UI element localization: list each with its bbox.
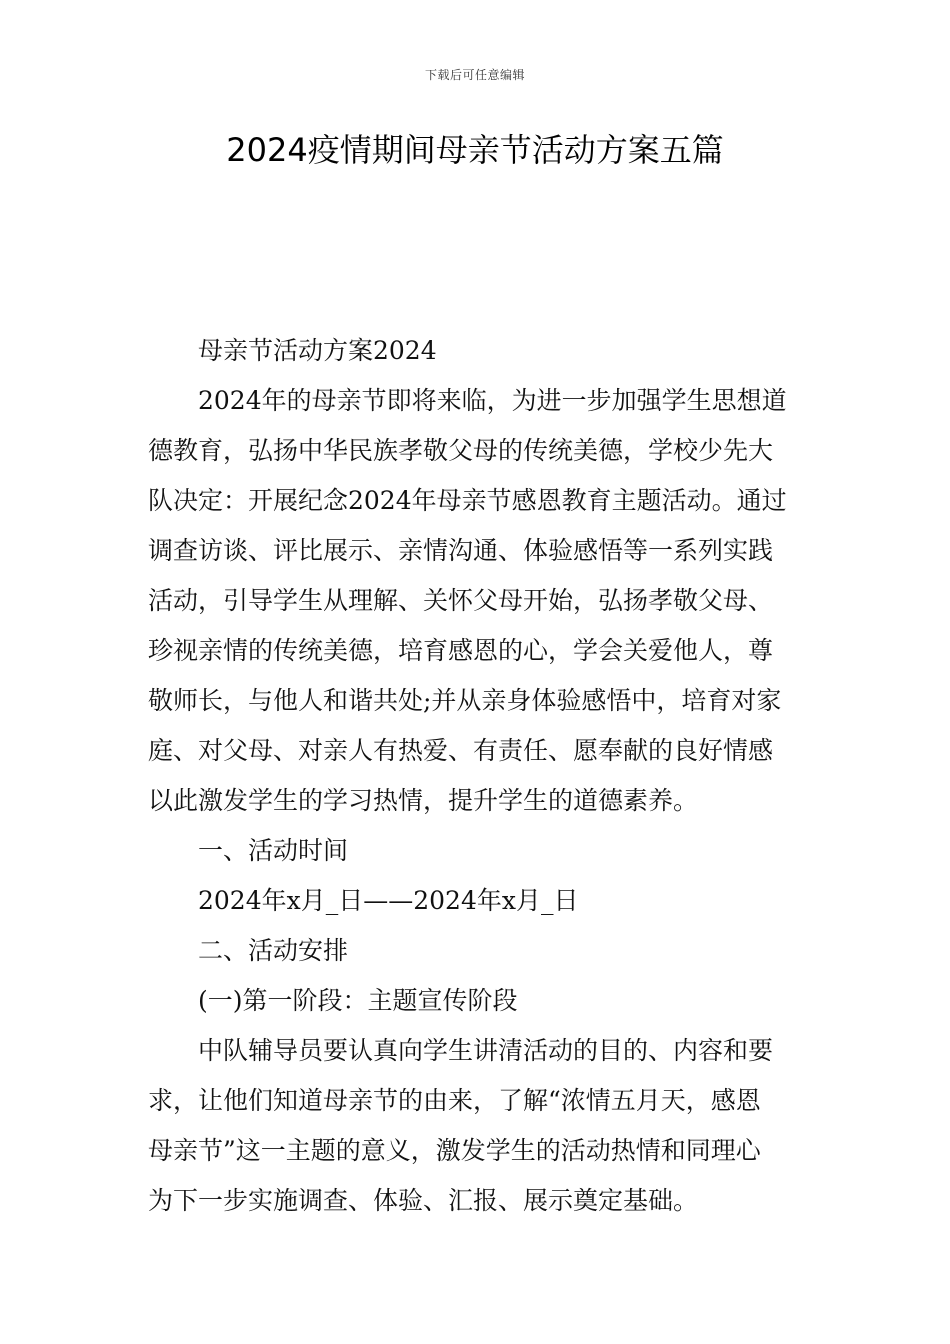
text-line: 2024年的母亲节即将来临，为进一步加强学生思想道 <box>198 386 787 415</box>
body-text <box>148 326 808 1226</box>
section-heading: 一、活动时间 <box>198 836 349 865</box>
text-line: 以此激发学生的学习热情，提升学生的道德素养。 <box>148 786 699 815</box>
document-title: 2024疫情期间母亲节活动方案五篇 <box>226 131 724 169</box>
text-line: 调查访谈、评比展示、亲情沟通、体验感悟等一系列实践 <box>148 536 774 565</box>
text-line: 2024年x月_日——2024年x月_日 <box>198 886 579 915</box>
section-heading: 二、活动安排 <box>198 936 349 965</box>
text-line: 庭、对父母、对亲人有热爱、有责任、愿奉献的良好情感 <box>148 736 774 765</box>
subsection-heading: (一)第一阶段：主题宣传阶段 <box>198 986 518 1015</box>
text-line: 母亲节”这一主题的意义，激发学生的活动热情和同理心 <box>148 1136 761 1165</box>
text-line: 为下一步实施调查、体验、汇报、展示奠定基础。 <box>148 1186 699 1215</box>
text-line: 求，让他们知道母亲节的由来，了解“浓情五月天，感恩 <box>148 1086 761 1115</box>
header-note: 下载后可任意编辑 <box>424 68 525 82</box>
text-line: 队决定：开展纪念2024年母亲节感恩教育主题活动。通过 <box>148 486 787 515</box>
text-line: 德教育，弘扬中华民族孝敬父母的传统美德，学校少先大 <box>148 436 774 465</box>
text-line: 珍视亲情的传统美德，培育感恩的心，学会关爱他人，尊 <box>148 636 774 665</box>
text-line: 中队辅导员要认真向学生讲清活动的目的、内容和要 <box>198 1036 774 1065</box>
text-line: 敬师长，与他人和谐共处;并从亲身体验感悟中，培育对家 <box>148 686 782 715</box>
text-line: 活动，引导学生从理解、关怀父母开始，弘扬孝敬父母、 <box>148 586 774 615</box>
text-line: 母亲节活动方案2024 <box>198 336 437 365</box>
